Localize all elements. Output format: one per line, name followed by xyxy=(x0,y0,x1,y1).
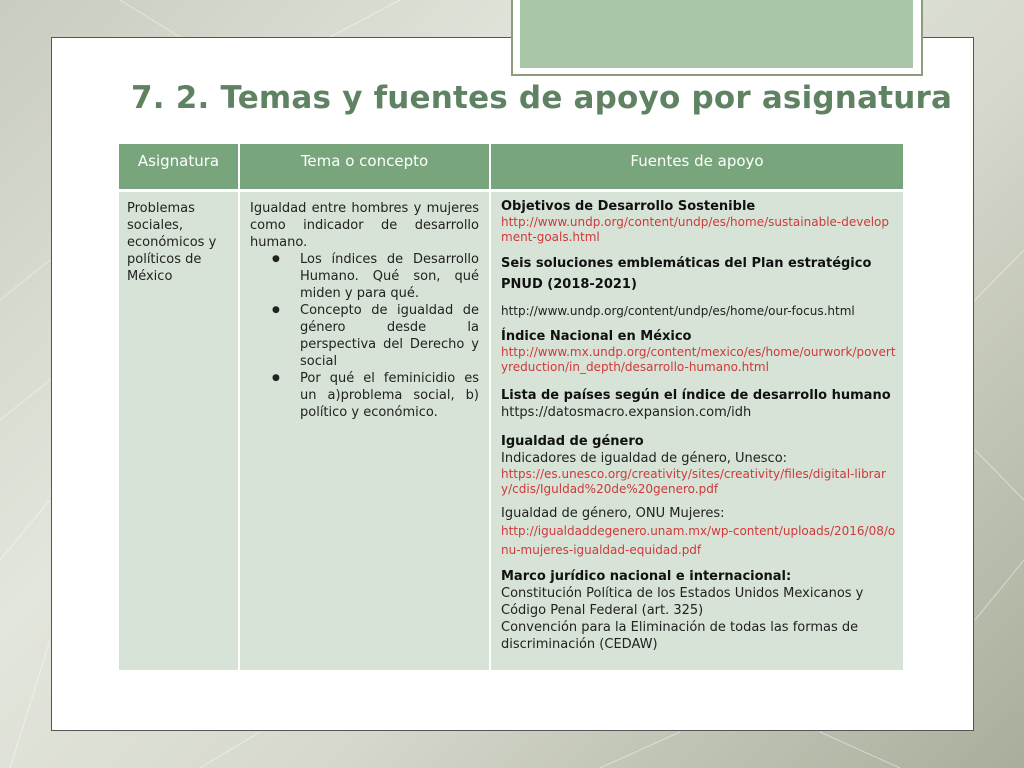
source-title-igualdad: Igualdad de género xyxy=(501,433,644,449)
list-item: ● Los índices de Desarrollo Humano. Qué son, qué miden y para qué. xyxy=(250,251,479,302)
table-row xyxy=(118,190,904,670)
cell-fuentes xyxy=(490,190,904,670)
slide-title: 7. 2. Temas y fuentes de apoyo por asignatura xyxy=(131,80,953,116)
source-link-ods[interactable]: http://www.undp.org/content/undp/es/home/sustainable-development-goals.html xyxy=(501,214,890,244)
asignatura-text: Problemas sociales, económicos y políticos de México xyxy=(127,200,217,284)
source-link-pnud[interactable]: http://www.undp.org/content/undp/es/home/our-focus.html xyxy=(501,303,855,318)
source-title-marco-juridico: Marco jurídico nacional e internacional: xyxy=(501,568,792,584)
source-link-datosmacro[interactable]: https://datosmacro.expansion.com/idh xyxy=(501,404,752,420)
cell-asignatura xyxy=(118,190,239,670)
tema-intro: Igualdad entre hombres y mujeres como indicador de desarrollo humano. xyxy=(250,200,479,250)
title-tab-fill xyxy=(520,0,913,68)
source-title-ods: Objetivos de Desarrollo Sostenible xyxy=(501,198,756,214)
source-title-indice-mexico: Índice Nacional en México xyxy=(501,328,692,344)
tema-bullet-list xyxy=(250,251,479,421)
source-constitucion: Constitución Política de los Estados Unidos Mexicanos y Código Penal Federal (art. 325) xyxy=(501,585,864,618)
header-tema: Tema o concepto xyxy=(239,144,490,190)
source-sub-onu-mujeres: Igualdad de género, ONU Mujeres: xyxy=(501,505,725,521)
source-title-lista-paises: Lista de países según el índice de desarrollo humano xyxy=(501,387,891,403)
source-cedaw: Convención para la Eliminación de todas las formas de discriminación (CEDAW) xyxy=(501,619,859,652)
source-title-pnud: Seis soluciones emblemáticas del Plan estratégico PNUD (2018-2021) xyxy=(501,255,872,292)
list-item: ● Por qué el feminicidio es un a)problema social, b) político y económico. xyxy=(250,370,479,421)
source-sub-unesco: Indicadores de igualdad de género, Unesco: xyxy=(501,450,788,466)
source-link-indice-mexico[interactable]: http://www.mx.undp.org/content/mexico/es/home/ourwork/povertyreduction/in_depth/desarrollo-humano.html xyxy=(501,344,896,374)
subjects-table xyxy=(117,144,905,670)
cell-tema xyxy=(239,190,490,670)
source-link-unesco[interactable]: https://es.unesco.org/creativity/sites/creativity/files/digital-library/cdis/Iguldad%20de%20genero.pdf xyxy=(501,466,886,496)
list-item: ● Concepto de igualdad de género desde la perspectiva del Derecho y social xyxy=(250,302,479,370)
source-link-onu-mujeres[interactable]: http://igualdaddegenero.unam.mx/wp-content/uploads/2016/08/onu-mujeres-igualdad-equidad.pdf xyxy=(501,523,896,557)
header-fuentes: Fuentes de apoyo xyxy=(490,144,904,190)
table-header-row xyxy=(118,144,904,190)
header-asignatura: Asignatura xyxy=(118,144,239,190)
